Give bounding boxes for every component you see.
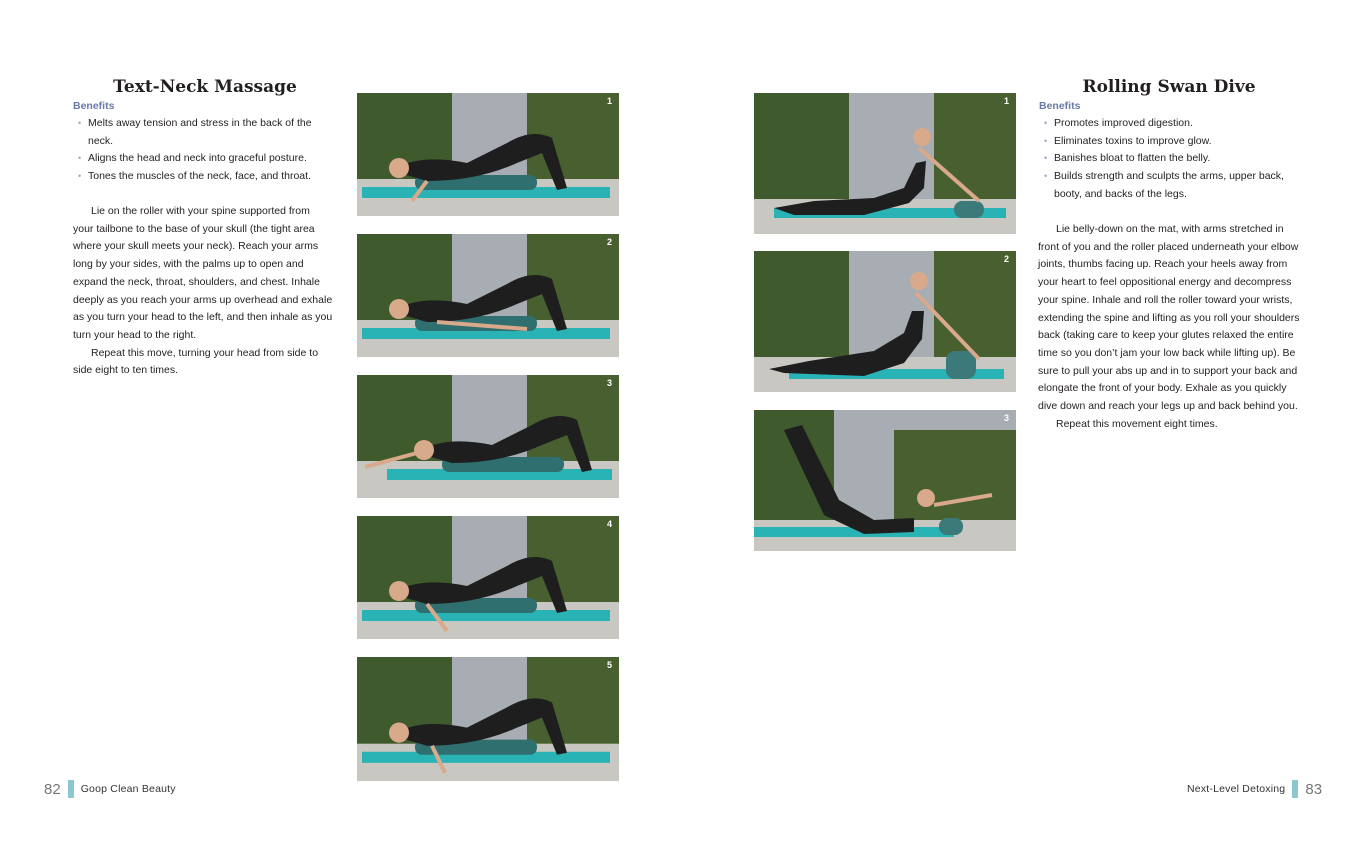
photo-illustration: [357, 375, 619, 498]
running-head: Next-Level Detoxing: [1187, 783, 1286, 795]
step-number: 2: [1003, 254, 1009, 264]
exercise-photo: [357, 657, 619, 781]
benefit-item: • Promotes improved digestion.: [1039, 115, 1289, 133]
photo-illustration: [357, 93, 619, 216]
right-page: [686, 0, 1371, 850]
instruction-paragraph: Lie on the roller with your spine supported from your tailbone to the base of your skull (the tight area where your skull meets your neck). Reach your arms long by your sides, with the palms up to open and expand the neck, throat, shoulders, and chest. Inhale deeply as you reach your arms up overhead and exhale as you turn your head to the left, and then inhale as you turn your head to the right.: [73, 205, 333, 341]
instruction-paragraph: Lie belly-down on the mat, with arms stretched in front of you and the roller placed underneath your elbow joints, thumbs facing up. Reach your heels away from your heart to feel oppositional energy and decompress your spine. Inhale and roll the roller toward your wrists, extending the spine and lifting as you roll your shoulders back (taking care to keep your glutes relaxed the entire time so you don’t jam your low back while lifting up). Be sure to pull your abs up and in to support your back and elongate the front of your body. Exhale as you quickly dive down and reach your legs up and back behind you.: [1038, 223, 1300, 413]
step-number: 5: [606, 660, 612, 670]
exercise-photo: [357, 234, 619, 357]
step-number: 1: [606, 96, 612, 106]
benefit-item: • Tones the muscles of the neck, face, and throat.: [73, 168, 328, 186]
instructions: [1038, 221, 1302, 433]
page-footer: [44, 780, 176, 798]
photo-illustration: [754, 93, 1016, 234]
exercise-title: Rolling Swan Dive: [1082, 77, 1256, 97]
benefit-item: • Aligns the head and neck into graceful posture.: [73, 150, 328, 168]
benefit-item: • Banishes bloat to flatten the belly.: [1039, 150, 1289, 168]
left-page: [0, 0, 685, 850]
page-footer: [1187, 780, 1322, 798]
photo-illustration: [357, 234, 619, 357]
exercise-photo: [754, 251, 1016, 392]
instruction-paragraph: Repeat this movement eight times.: [1056, 417, 1218, 430]
photo-illustration: [754, 251, 1016, 392]
exercise-photo: [357, 375, 619, 498]
exercise-photo: [754, 93, 1016, 234]
exercise-photo: [754, 410, 1016, 551]
page-number: 83: [1305, 780, 1323, 798]
instructions: [73, 203, 333, 380]
page-number: 82: [44, 780, 61, 798]
folio-bar: [1292, 780, 1298, 798]
folio-bar: [68, 780, 74, 798]
step-number: 2: [606, 237, 612, 247]
instruction-paragraph: Repeat this move, turning your head from side to side eight to ten times.: [73, 346, 319, 377]
photo-illustration: [357, 516, 619, 639]
step-number: 3: [1003, 413, 1009, 423]
benefits-list: [73, 115, 328, 186]
benefit-item: • Builds strength and sculpts the arms, upper back, booty, and backs of the legs.: [1039, 168, 1289, 203]
step-number: 3: [606, 378, 612, 388]
step-number: 4: [606, 519, 612, 529]
exercise-title: Text-Neck Massage: [113, 77, 297, 97]
photo-illustration: [357, 657, 619, 781]
running-head: Goop Clean Beauty: [80, 783, 176, 795]
exercise-photo: [357, 516, 619, 639]
benefits-heading: Benefits: [73, 100, 115, 112]
benefit-item: • Eliminates toxins to improve glow.: [1039, 133, 1289, 151]
exercise-photo: [357, 93, 619, 216]
benefits-list: [1039, 115, 1289, 204]
benefits-heading: Benefits: [1039, 100, 1081, 112]
step-number: 1: [1003, 96, 1009, 106]
benefit-item: • Melts away tension and stress in the back of the neck.: [73, 115, 328, 150]
photo-illustration: [754, 410, 1016, 551]
